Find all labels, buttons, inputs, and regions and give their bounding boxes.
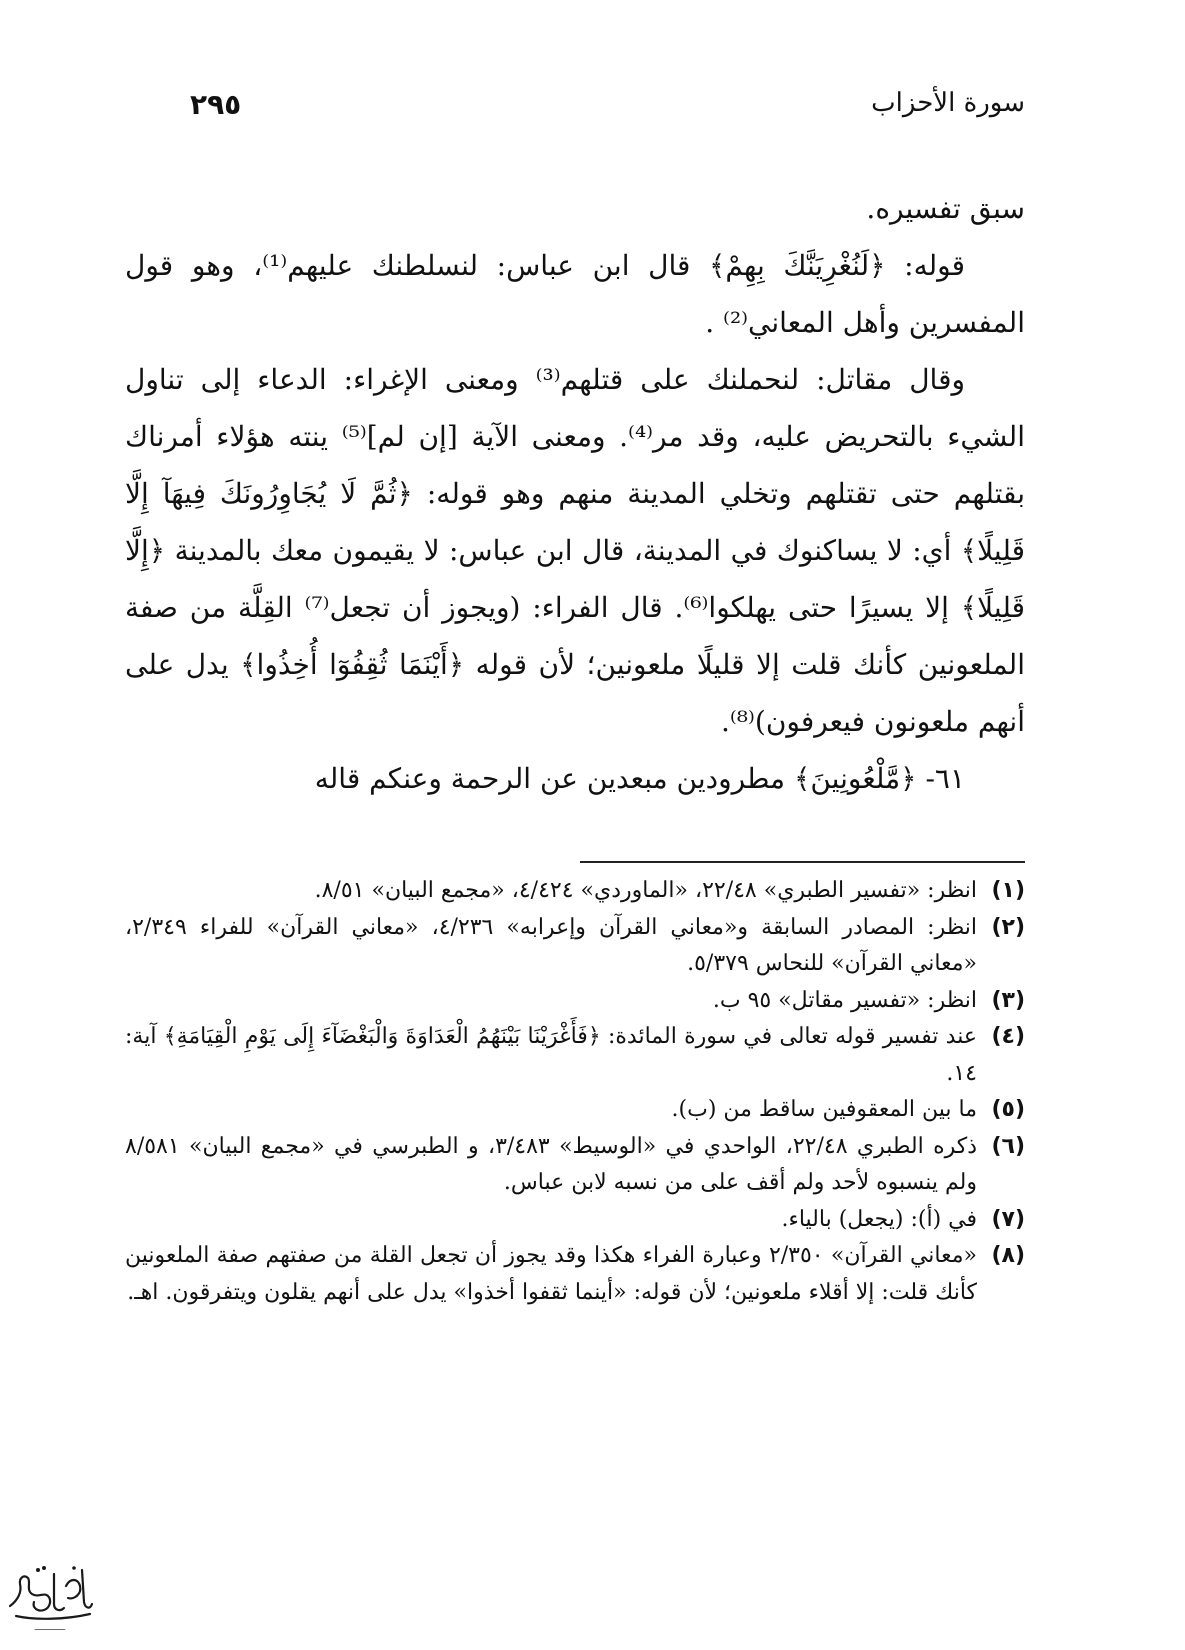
footnote <box>125 1019 1025 1092</box>
footnote-text: ما بين المعقوفين ساقط من (ب). <box>671 1097 977 1122</box>
footnote-number: (٤) <box>991 1024 1025 1049</box>
footnote-number: (٣) <box>991 987 1025 1013</box>
footnotes <box>125 873 1025 1311</box>
footnote <box>125 983 1025 1020</box>
main-text <box>125 180 1025 807</box>
footnote <box>125 1238 1025 1311</box>
footnote-number: (٢) <box>991 914 1025 940</box>
footnote-number: (٨) <box>991 1243 1025 1268</box>
page-number: ٢٩٥ <box>190 88 242 121</box>
footnote <box>125 1202 1025 1239</box>
paragraph: قوله: ﴿لَنُغْرِيَنَّكَ بِهِمْ﴾ قال ابن عباس: لنسلطنك عليهم⁽¹⁾، وهو قول المفسرين وأهل المعاني⁽²⁾ . <box>125 249 1025 339</box>
paragraph: سبق تفسيره. <box>866 192 1025 225</box>
footnote-text: انظر: «تفسير مقاتل» ٩٥ ب. <box>712 987 977 1013</box>
footnote-separator <box>580 861 1025 863</box>
svg-text:ـــــــــــــ: ـــــــــــــ <box>34 1623 66 1632</box>
footnote-text: «معاني القرآن» ٢/٣٥٠ وعبارة الفراء هكذا وقد يجوز أن تجعل القلة من صفتهم صفة الملعونين كأنك قلت: إلا أقلاء ملعونين؛ لأن قوله: «أينما ثقفوا أخذوا» يدل على أنهم يقلون ويتفرقون. اهـ. <box>125 1243 977 1305</box>
footnote-number: (٧) <box>991 1206 1025 1232</box>
footnote <box>125 1092 1025 1129</box>
footnote <box>125 873 1025 910</box>
paragraph: وقال مقاتل: لنحملنك على قتلهم⁽³⁾ ومعنى الإغراء: الدعاء إلى تناول الشيء بالتحريض عليه، وقد مر⁽⁴⁾. ومعنى الآية [إن لم]⁽⁵⁾ ينته هؤلاء أمرناك بقتلهم حتى تقتلهم وتخلي المدينة منهم وهو قوله: ﴿ثُمَّ لَا يُجَاوِرُونَكَ فِيهَآ إِلَّا قَلِيلًا﴾ أي: لا يساكنوك في المدينة، قال ابن عباس: لا يقيمون معك بالمدينة ﴿إِلَّا قَلِيلًا﴾ إلا يسيرًا حتى يهلكوا⁽⁶⁾. قال الفراء: (ويجوز أن تجعل⁽⁷⁾ القِلَّة من صفة الملعونين كأنك قلت إلا قليلًا ملعونين؛ لأن قوله ﴿أَيْنَمَا ثُقِفُوٓا أُخِذُوا﴾ يدل على أنهم ملعونون فيعرفون)⁽⁸⁾. <box>125 363 1025 738</box>
footnote-text: في (أ): (يجعل) بالياء. <box>781 1206 977 1232</box>
page-header <box>120 88 1025 138</box>
surah-title: سورة الأحزاب <box>871 88 1025 118</box>
footnote-text: عند تفسير قوله تعالى في سورة المائدة: ﴿فَأَغْرَيْنَا بَيْنَهُمُ الْعَدَاوَةَ وَالْبَغْضَآءَ إِلَى يَوْمِ الْقِيَامَةِ﴾ آية: ١٤. <box>125 1024 977 1086</box>
footnote <box>125 1129 1025 1202</box>
footnote-text: انظر: «تفسير الطبري» ٢٢/٤٨، «الماوردي» ٤/٤٢٤، «مجمع البيان» ٨/٥١. <box>314 878 977 903</box>
footnote-text: انظر: المصادر السابقة و«معاني القرآن وإعرابه» ٤/٢٣٦، «معاني القرآن» للفراء ٢/٣٤٩، «معاني القرآن» للنحاس ٥/٣٧٩. <box>125 914 977 976</box>
calligraphy-stamp-logo <box>4 1556 96 1634</box>
footnote <box>125 910 1025 983</box>
footnote-number: (٦) <box>991 1133 1025 1159</box>
footnote-number: (٥) <box>991 1097 1025 1122</box>
footnote-text: ذكره الطبري ٢٢/٤٨، الواحدي في «الوسيط» ٣/٤٨٣، و الطبرسي في «مجمع البيان» ٨/٥٨١ ولم ينسبوه لأحد ولم أقف على من نسبه لابن عباس. <box>125 1133 978 1195</box>
paragraph: ٦١- ﴿مَّلْعُونِينَ﴾ مطرودين مبعدين عن الرحمة وعنكم قاله <box>314 762 965 795</box>
footnote-number: (١) <box>991 878 1025 903</box>
